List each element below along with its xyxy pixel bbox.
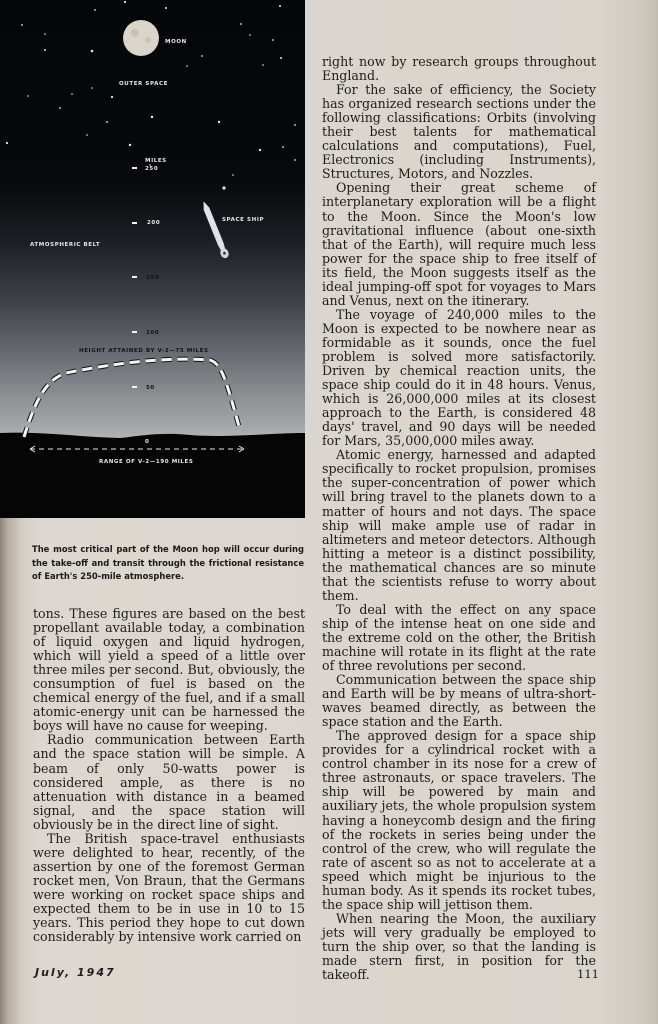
- space-ship: [200, 200, 230, 260]
- label-atmospheric-belt: ATMOSPHERIC BELT: [30, 242, 101, 248]
- label-alt-100: 100: [146, 330, 160, 336]
- paragraph: Opening their great scheme of interplanetary exploration will be a flight to the Moon. Since the Moon's low gravitational influence (about one-sixth that of the Earth), will require much less power for the space ship to free itself of its field, the Moon suggests itself as the ideal jumping-off spot for voyages to Mars and Venus, next on the itinerary.: [322, 180, 596, 308]
- paragraph: Communication between the space ship and Earth will be by means of ultra-short-waves beamed directly, as between the space station and the Earth.: [322, 672, 596, 730]
- label-v2-range: RANGE OF V-2—190 MILES: [99, 459, 194, 465]
- left-column: [33, 607, 305, 944]
- label-v2-height: HEIGHT ATTAINED BY V-2—75 MILES: [79, 348, 209, 354]
- label-space-ship: SPACE SHIP: [222, 217, 265, 223]
- illustration-graphics: [0, 0, 305, 518]
- paragraph: right now by research groups throughout England.: [322, 54, 596, 84]
- page-number: 111: [577, 967, 599, 981]
- paragraph: The voyage of 240,000 miles to the Moon is expected to be nowhere near as formidable as it sounds, once the fuel problem is solved more satisfactorily. Driven by chemical reaction units, the space ship could do it in 48 hours. Venus, which is 26,000,000 miles at its closest approach to the Earth, is considered 48 days' travel, and 90 days will be needed for Mars, 35,000,000 miles away.: [322, 306, 596, 449]
- label-alt-50: 50: [146, 385, 155, 391]
- paragraph: The approved design for a space ship provides for a cylindrical rocket with a control chamber in its nose for a crew of three astronauts, or space travelers. The ship will be powered by main and auxiliary jets, the whole propulsion system having a honeycomb design and the firing of the rockets in series being under the control of the crew, who will regulate the rate of ascent so as not to accelerate at a speed which might be injurious to the human body. As it spends its rocket tubes, the space ship will jettison them.: [322, 728, 596, 912]
- label-outer-space: OUTER SPACE: [119, 81, 168, 87]
- paragraph: Radio communication between Earth and the space station will be simple. A beam of only 50-watts power is considered ample, as there is no attenuation with distance in a beamed signal, and the space station will obviously be in the direct line of sight.: [33, 732, 305, 832]
- label-alt-0: 0: [145, 439, 150, 445]
- v2-trajectory-outline: [24, 359, 240, 437]
- altitude-markers: [132, 167, 137, 442]
- paragraph: tons. These figures are based on the best propellant available today, a combination of liquid oxygen and liquid hydrogen, which will yield a speed of a little over three miles per second. But, obviously, the consumption of fuel is based on the chemical energy of the fuel, and if a small atomic-energy unit can be harnessed the boys will have no cause for weeping.: [33, 606, 305, 734]
- paragraph: To deal with the effect on any space ship of the intense heat on one side and the extreme cold on the other, the British machine will rotate in its flight at the rate of three revolutions per second.: [322, 601, 596, 674]
- label-alt-150: 150: [146, 275, 160, 281]
- paragraph: The British space-travel enthusiasts were delighted to hear, recently, of the assertion by one of the foremost German rocket men, Von Braun, that the Germans were working on rocket space ships and expected them to be in use in 10 to 15 years. This period they hope to cut down considerably by intensive work carried on: [33, 830, 305, 945]
- moon-trip-illustration: [0, 0, 305, 518]
- moon: [123, 20, 159, 56]
- paragraph: Atomic energy, harnessed and adapted specifically to rocket propulsion, promises the super-concentration of power which will bring travel to the planets down to a matter of hours and not days. The space ship will make ample use of radar in altimeters and meteor detectors. Although hitting a meteor is a distinct possibility, the mathematical chances are so minute that the scientists refuse to worry about them.: [322, 447, 596, 603]
- label-alt-250: 250: [145, 166, 159, 172]
- right-column: [322, 55, 596, 982]
- label-moon: MOON: [165, 39, 187, 45]
- label-alt-200: 200: [147, 220, 161, 226]
- label-miles: MILES: [145, 158, 167, 164]
- v2-trajectory: [24, 359, 240, 437]
- illustration-caption: The most critical part of the Moon hop will occur during the take-off and transit through the frictional resistance of Earth's 250-mile atmosphere.: [32, 544, 304, 581]
- issue-date: July, 1947: [35, 966, 116, 979]
- paragraph: For the sake of efficiency, the Society has organized research sections under the following classifications: Orbits (involving their best talents for mathematical calculations and computations), Fuel, Electronics (including Instruments), Structures, Motors, and Nozzles.: [322, 82, 596, 182]
- paragraph: When nearing the Moon, the auxiliary jets will very gradually be employed to turn the ship over, so that the landing is made stern first, in position for the takeoff.: [322, 910, 596, 983]
- earth-horizon: [0, 433, 305, 518]
